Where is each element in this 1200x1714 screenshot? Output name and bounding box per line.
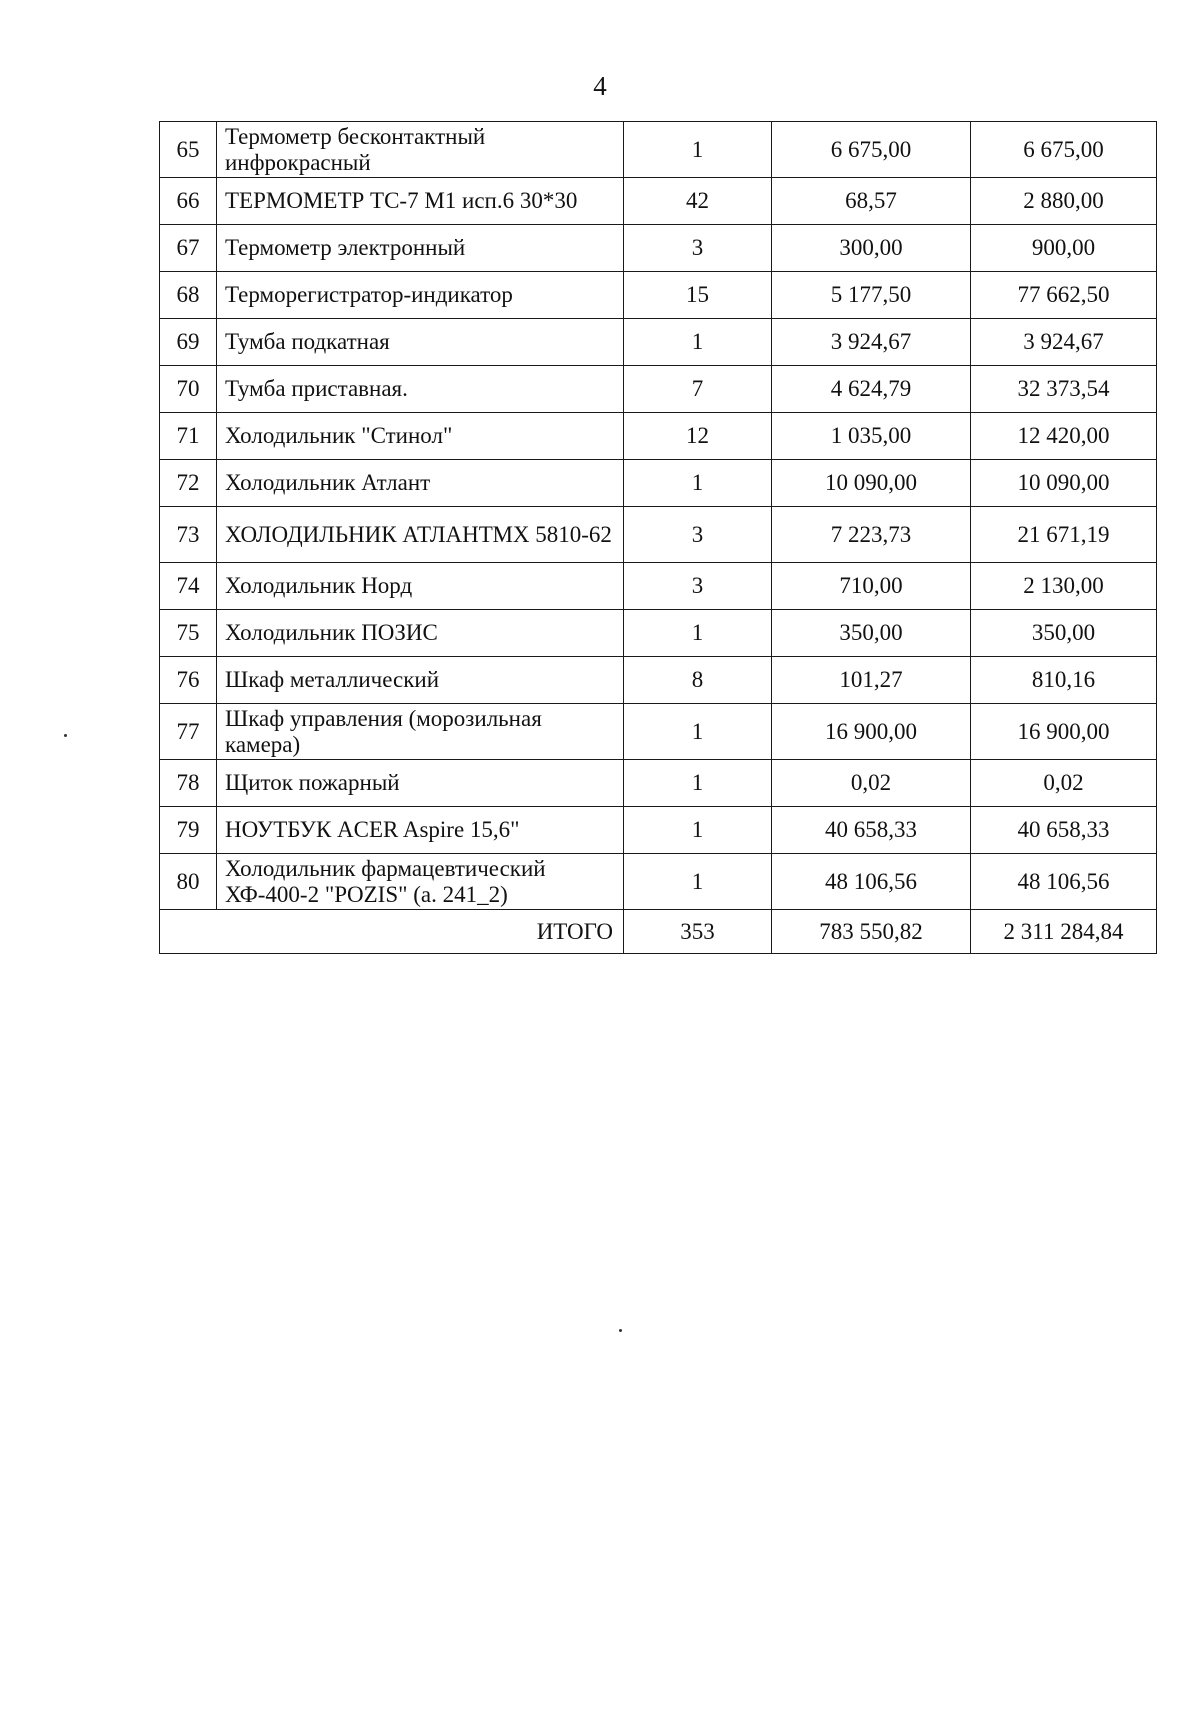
row-number: 72 <box>160 460 217 507</box>
item-name: Шкаф металлический <box>217 657 624 704</box>
row-number: 68 <box>160 272 217 319</box>
item-name: ХОЛОДИЛЬНИК АТЛАНТМХ 5810-62 <box>217 507 624 563</box>
item-quantity: 1 <box>624 704 772 760</box>
row-number: 77 <box>160 704 217 760</box>
item-price: 1 035,00 <box>772 413 971 460</box>
item-name: Холодильник ПОЗИС <box>217 610 624 657</box>
table-row <box>160 225 1157 272</box>
table-row <box>160 854 1157 910</box>
table-row <box>160 657 1157 704</box>
row-number: 74 <box>160 563 217 610</box>
table-row <box>160 122 1157 178</box>
item-sum: 2 880,00 <box>971 178 1157 225</box>
row-number: 76 <box>160 657 217 704</box>
item-sum: 40 658,33 <box>971 807 1157 854</box>
scan-speck <box>64 734 67 737</box>
total-label: ИТОГО <box>160 910 624 954</box>
row-number: 79 <box>160 807 217 854</box>
page-number: 4 <box>593 71 607 101</box>
item-sum: 48 106,56 <box>971 854 1157 910</box>
item-price: 10 090,00 <box>772 460 971 507</box>
table-row <box>160 272 1157 319</box>
item-sum: 32 373,54 <box>971 366 1157 413</box>
row-number: 70 <box>160 366 217 413</box>
table-row <box>160 178 1157 225</box>
item-name: Тумба подкатная <box>217 319 624 366</box>
table-row <box>160 366 1157 413</box>
item-price: 101,27 <box>772 657 971 704</box>
item-sum: 350,00 <box>971 610 1157 657</box>
item-sum: 2 130,00 <box>971 563 1157 610</box>
item-quantity: 1 <box>624 854 772 910</box>
item-price: 3 924,67 <box>772 319 971 366</box>
item-price: 4 624,79 <box>772 366 971 413</box>
item-price: 710,00 <box>772 563 971 610</box>
item-quantity: 1 <box>624 807 772 854</box>
item-sum: 16 900,00 <box>971 704 1157 760</box>
row-number: 75 <box>160 610 217 657</box>
row-number: 80 <box>160 854 217 910</box>
item-sum: 77 662,50 <box>971 272 1157 319</box>
item-quantity: 1 <box>624 319 772 366</box>
item-quantity: 15 <box>624 272 772 319</box>
row-number: 67 <box>160 225 217 272</box>
item-sum: 810,16 <box>971 657 1157 704</box>
item-price: 40 658,33 <box>772 807 971 854</box>
row-number: 78 <box>160 760 217 807</box>
scan-speck <box>619 1329 622 1332</box>
item-name: Холодильник Норд <box>217 563 624 610</box>
item-name: НОУТБУК ACER Aspire 15,6" <box>217 807 624 854</box>
item-quantity: 8 <box>624 657 772 704</box>
item-name: Термометр бесконтактный инфрокрасный <box>217 122 624 178</box>
table-row <box>160 807 1157 854</box>
item-price: 68,57 <box>772 178 971 225</box>
item-price: 300,00 <box>772 225 971 272</box>
item-price: 16 900,00 <box>772 704 971 760</box>
item-quantity: 3 <box>624 225 772 272</box>
table-row <box>160 460 1157 507</box>
item-name: Холодильник "Стинол" <box>217 413 624 460</box>
item-price: 6 675,00 <box>772 122 971 178</box>
item-quantity: 1 <box>624 760 772 807</box>
item-name: Шкаф управления (морозильная камера) <box>217 704 624 760</box>
table-row <box>160 704 1157 760</box>
item-sum: 0,02 <box>971 760 1157 807</box>
item-sum: 900,00 <box>971 225 1157 272</box>
item-name: Терморегистратор-индикатор <box>217 272 624 319</box>
item-name: Холодильник фармацевтический ХФ-400-2 "POZIS" (а. 241_2) <box>217 854 624 910</box>
row-number: 66 <box>160 178 217 225</box>
item-price: 350,00 <box>772 610 971 657</box>
item-quantity: 1 <box>624 610 772 657</box>
table-row <box>160 507 1157 563</box>
total-row <box>160 910 1157 954</box>
item-price: 48 106,56 <box>772 854 971 910</box>
item-name: Термометр электронный <box>217 225 624 272</box>
item-quantity: 1 <box>624 460 772 507</box>
row-number: 65 <box>160 122 217 178</box>
item-name: Холодильник Атлант <box>217 460 624 507</box>
table-row <box>160 563 1157 610</box>
inventory-table <box>159 121 1157 954</box>
item-sum: 12 420,00 <box>971 413 1157 460</box>
item-name: Тумба приставная. <box>217 366 624 413</box>
item-sum: 3 924,67 <box>971 319 1157 366</box>
inventory-table-body <box>160 122 1157 954</box>
row-number: 73 <box>160 507 217 563</box>
table-row <box>160 610 1157 657</box>
item-name: Щиток пожарный <box>217 760 624 807</box>
total-price: 783 550,82 <box>772 910 971 954</box>
item-name: ТЕРМОМЕТР ТС-7 М1 исп.6 30*30 <box>217 178 624 225</box>
item-quantity: 7 <box>624 366 772 413</box>
total-quantity: 353 <box>624 910 772 954</box>
table-row <box>160 319 1157 366</box>
row-number: 71 <box>160 413 217 460</box>
table-row <box>160 413 1157 460</box>
item-quantity: 3 <box>624 563 772 610</box>
item-sum: 6 675,00 <box>971 122 1157 178</box>
row-number: 69 <box>160 319 217 366</box>
item-quantity: 42 <box>624 178 772 225</box>
item-quantity: 3 <box>624 507 772 563</box>
item-price: 7 223,73 <box>772 507 971 563</box>
table-row <box>160 760 1157 807</box>
item-quantity: 12 <box>624 413 772 460</box>
item-sum: 21 671,19 <box>971 507 1157 563</box>
item-price: 0,02 <box>772 760 971 807</box>
item-price: 5 177,50 <box>772 272 971 319</box>
item-sum: 10 090,00 <box>971 460 1157 507</box>
total-sum: 2 311 284,84 <box>971 910 1157 954</box>
item-quantity: 1 <box>624 122 772 178</box>
